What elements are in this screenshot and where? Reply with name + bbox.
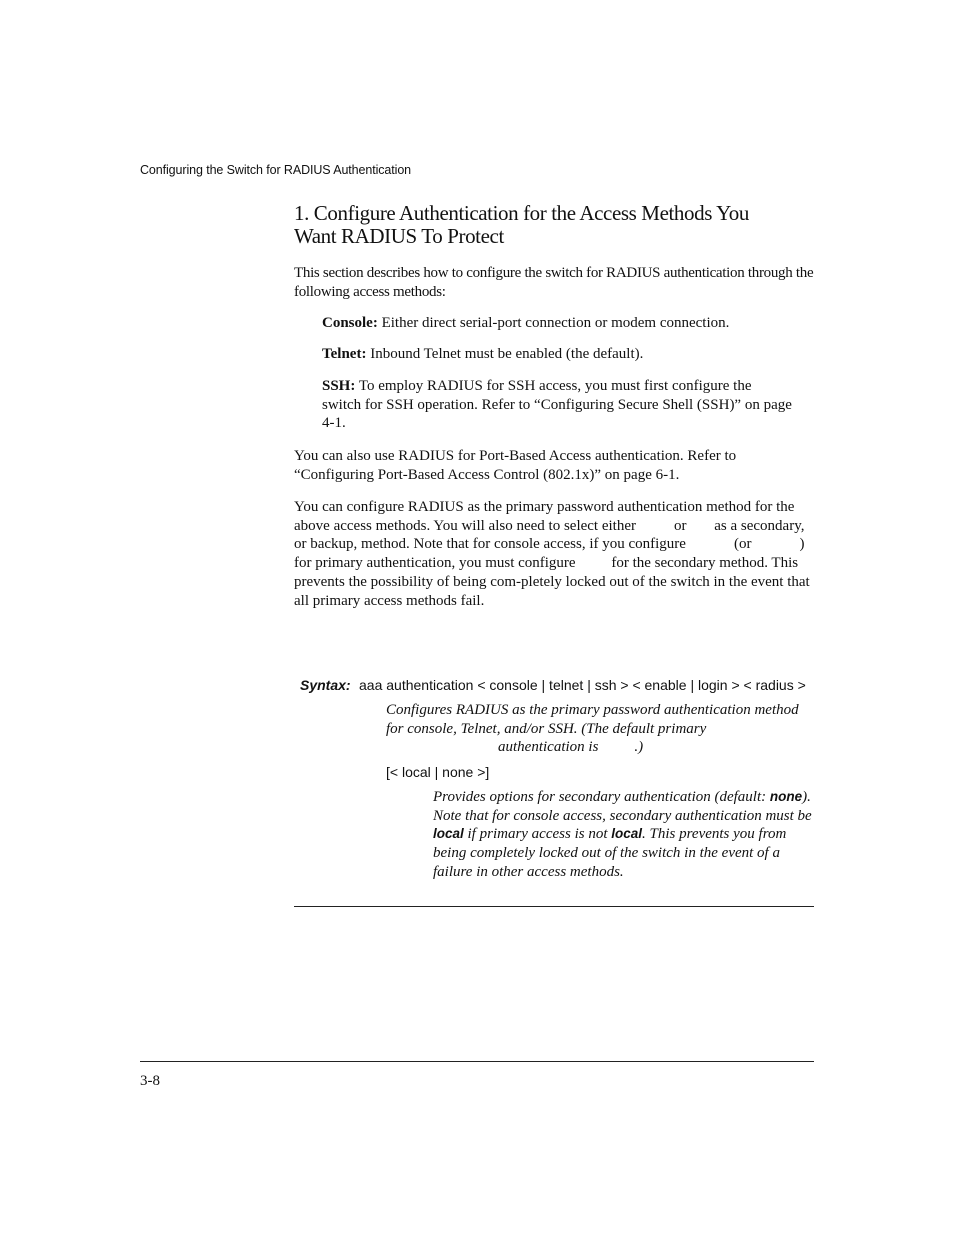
option-description-text-3: if primary access is not [467,826,608,843]
footer-divider [140,1061,814,1062]
primary-auth-paragraph [294,498,816,610]
syntax-description-text-3: .) [634,739,644,756]
syntax-label: Syntax: [300,677,351,693]
syntax-divider [294,906,814,907]
syntax-command: aaa authentication < console | telnet | ssh > < enable | login > < radius > [359,677,806,693]
primary-auth-text-1: You can configure RADIUS as the primary password authentication method for the above access methods. You will also need to select either [294,499,795,534]
keyword-local-2: local [611,826,643,842]
keyword-local: local [433,826,464,842]
primary-auth-text-5: ) for primary authentication, you must configure [294,536,805,572]
syntax-option: [< local | none >] [386,764,490,780]
port-access-paragraph: You can also use RADIUS for Port-Based Access authentication. Refer to “Configuring Port-Based Access Control (802.1x)” on page 6-1. [294,448,737,483]
option-description [433,788,813,882]
syntax-description-text-2: authentication is [498,739,599,756]
method-telnet-text: Inbound Telnet must be enabled (the default). [370,346,644,362]
primary-auth-text-3: as a secondary, or backup, method. Note that for console access, if you configure [294,517,805,553]
method-ssh-label: SSH: [322,378,356,394]
option-description-text-4: . This prevents you from being completely locked out of the switch in the event of a failure in other access methods. [433,826,787,880]
method-console [322,314,792,333]
intro-paragraph: This section describes how to configure the switch for RADIUS authentication through the following access methods: [294,265,814,300]
method-ssh [322,377,792,433]
syntax-description [386,701,816,757]
primary-auth-text-4: (or [733,536,752,553]
running-header: Configuring the Switch for RADIUS Authentication [140,163,412,177]
primary-auth-text-6: for the secondary method. This prevents the possibility of being com-pletely locked out of the switch in the event that all primary access methods fail. [294,555,810,609]
keyword-none: none [769,789,803,804]
method-console-text: Either direct serial-port connection or modem connection. [381,315,730,331]
page-number: 3-8 [140,1073,160,1089]
section-title [294,202,824,248]
syntax-description-text-1: Configures RADIUS as the primary password authentication method for console, Telnet, and/or SSH. (The default primary [386,702,799,737]
method-telnet-label: Telnet: [322,346,367,362]
method-telnet [322,345,792,364]
method-console-label: Console: [322,315,378,331]
option-description-text-1: Provides options for secondary authentication (default: [433,789,767,805]
method-ssh-text: To employ RADIUS for SSH access, you must first configure the switch for SSH operation. Refer to “Configuring Secure Shell (SSH)” on page 4-1. [322,378,792,432]
section-title-line-1: 1. Configure Authentication for the Access Methods You [294,201,749,225]
section-title-line-2: Want RADIUS To Protect [294,224,504,248]
option-description-text-2: ). Note that for console access, secondary authentication must be [433,789,812,824]
primary-auth-text-2: or [674,517,687,534]
